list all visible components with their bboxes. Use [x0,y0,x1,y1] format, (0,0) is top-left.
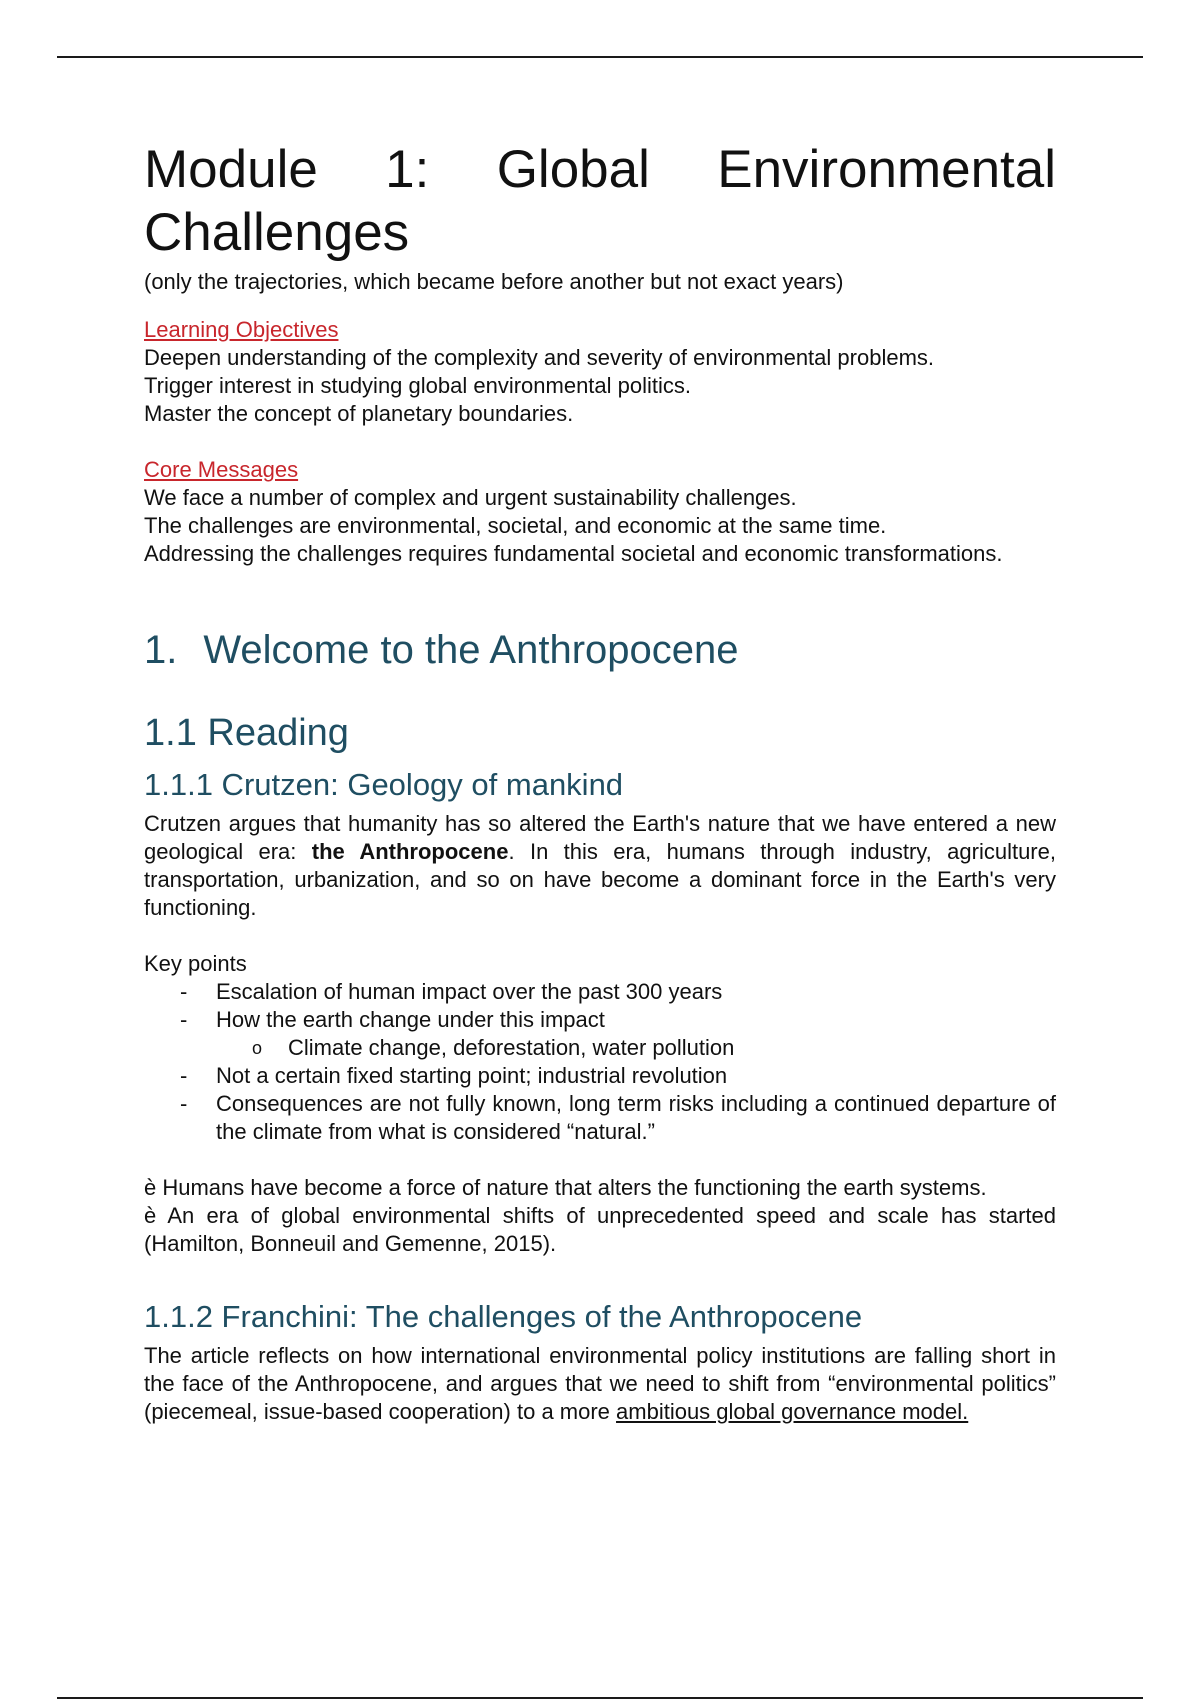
section-1-number: 1. [144,628,178,672]
core-message-item: We face a number of complex and urgent sustainability challenges. [144,485,797,510]
core-message-item: Addressing the challenges requires fundamental societal and economic transformations. [144,541,1003,566]
module-title [144,138,1056,264]
underlined-phrase: ambitious global governance model. [616,1399,969,1424]
document-page [144,138,1056,1426]
title-word: Global [496,140,650,199]
franchini-paragraph [144,1342,1056,1426]
learning-objectives-label: Learning Objectives [144,317,339,342]
dash-bullet: - [180,1091,188,1116]
list-item-text: How the earth change under this impact [216,1007,605,1032]
title-word: Environmental [717,140,1057,199]
title-line-1 [144,138,1056,201]
list-item-text: Escalation of human impact over the past 300 years [216,979,723,1004]
list-item-text: Consequences are not fully known, long term risks including a continued departure of the climate from what is considered “natural.” [216,1091,1056,1144]
list-item [144,1006,1056,1062]
learning-objective-item: Trigger interest in studying global environmental politics. [144,373,692,398]
bottom-rule [57,1697,1143,1699]
circle-bullet: o [252,1038,263,1058]
learning-objective-item: Master the concept of planetary boundaries. [144,401,574,426]
section-1-heading [144,626,1056,674]
title-word: 1: [385,140,430,199]
paragraph-text: . In this era, humans through industry, agriculture, transportation, urbanization, and so on have become a dominant force in the Earth's very functioning. [144,839,1056,920]
subtitle-note: (only the trajectories, which became before another but not exact years) [144,269,844,294]
sub-list [216,1034,1056,1062]
list-item-text: Climate change, deforestation, water pollution [288,1035,735,1060]
dash-bullet: - [180,1007,188,1032]
list-item [144,1062,1056,1090]
section-1-1-1-heading: 1.1.1 Crutzen: Geology of mankind [144,767,624,802]
anthropocene-term: the Anthropocene [311,839,509,864]
list-item-text: Not a certain fixed starting point; industrial revolution [216,1063,728,1088]
list-item [144,978,1056,1006]
sub-list-item [216,1034,1056,1062]
list-item [144,1090,1056,1146]
paragraph-text: Crutzen argues that humanity has so altered the Earth's nature that we have entered a new geological era: [144,811,1056,864]
section-1-title: Welcome to the Anthropocene [203,628,739,672]
title-word: Module [144,140,318,199]
section-1-1-heading: 1.1 Reading [144,712,349,754]
learning-objective-item: Deepen understanding of the complexity and severity of environmental problems. [144,345,935,370]
title-line-2: Challenges [144,203,410,262]
key-points-list [144,978,1056,1146]
dash-bullet: - [180,1063,188,1088]
top-rule [57,56,1143,58]
conclusion-line: è An era of global environmental shifts of unprecedented speed and scale has started (Hamilton, Bonneuil and Gemenne, 2015). [144,1203,1056,1256]
section-1-1-2-heading: 1.1.2 Franchini: The challenges of the Anthropocene [144,1299,863,1334]
core-messages-label: Core Messages [144,457,299,482]
core-message-item: The challenges are environmental, societal, and economic at the same time. [144,513,887,538]
crutzen-paragraph [144,810,1056,922]
key-points-label: Key points [144,951,247,976]
dash-bullet: - [180,979,188,1004]
paragraph-text: The article reflects on how international environmental policy institutions are falling short in the face of the Anthropocene, and argues that we need to shift from “environmental politics” (piecemeal, issue-based cooperation) to a more [144,1343,1056,1424]
conclusion-line: è Humans have become a force of nature that alters the functioning the earth systems. [144,1175,987,1200]
